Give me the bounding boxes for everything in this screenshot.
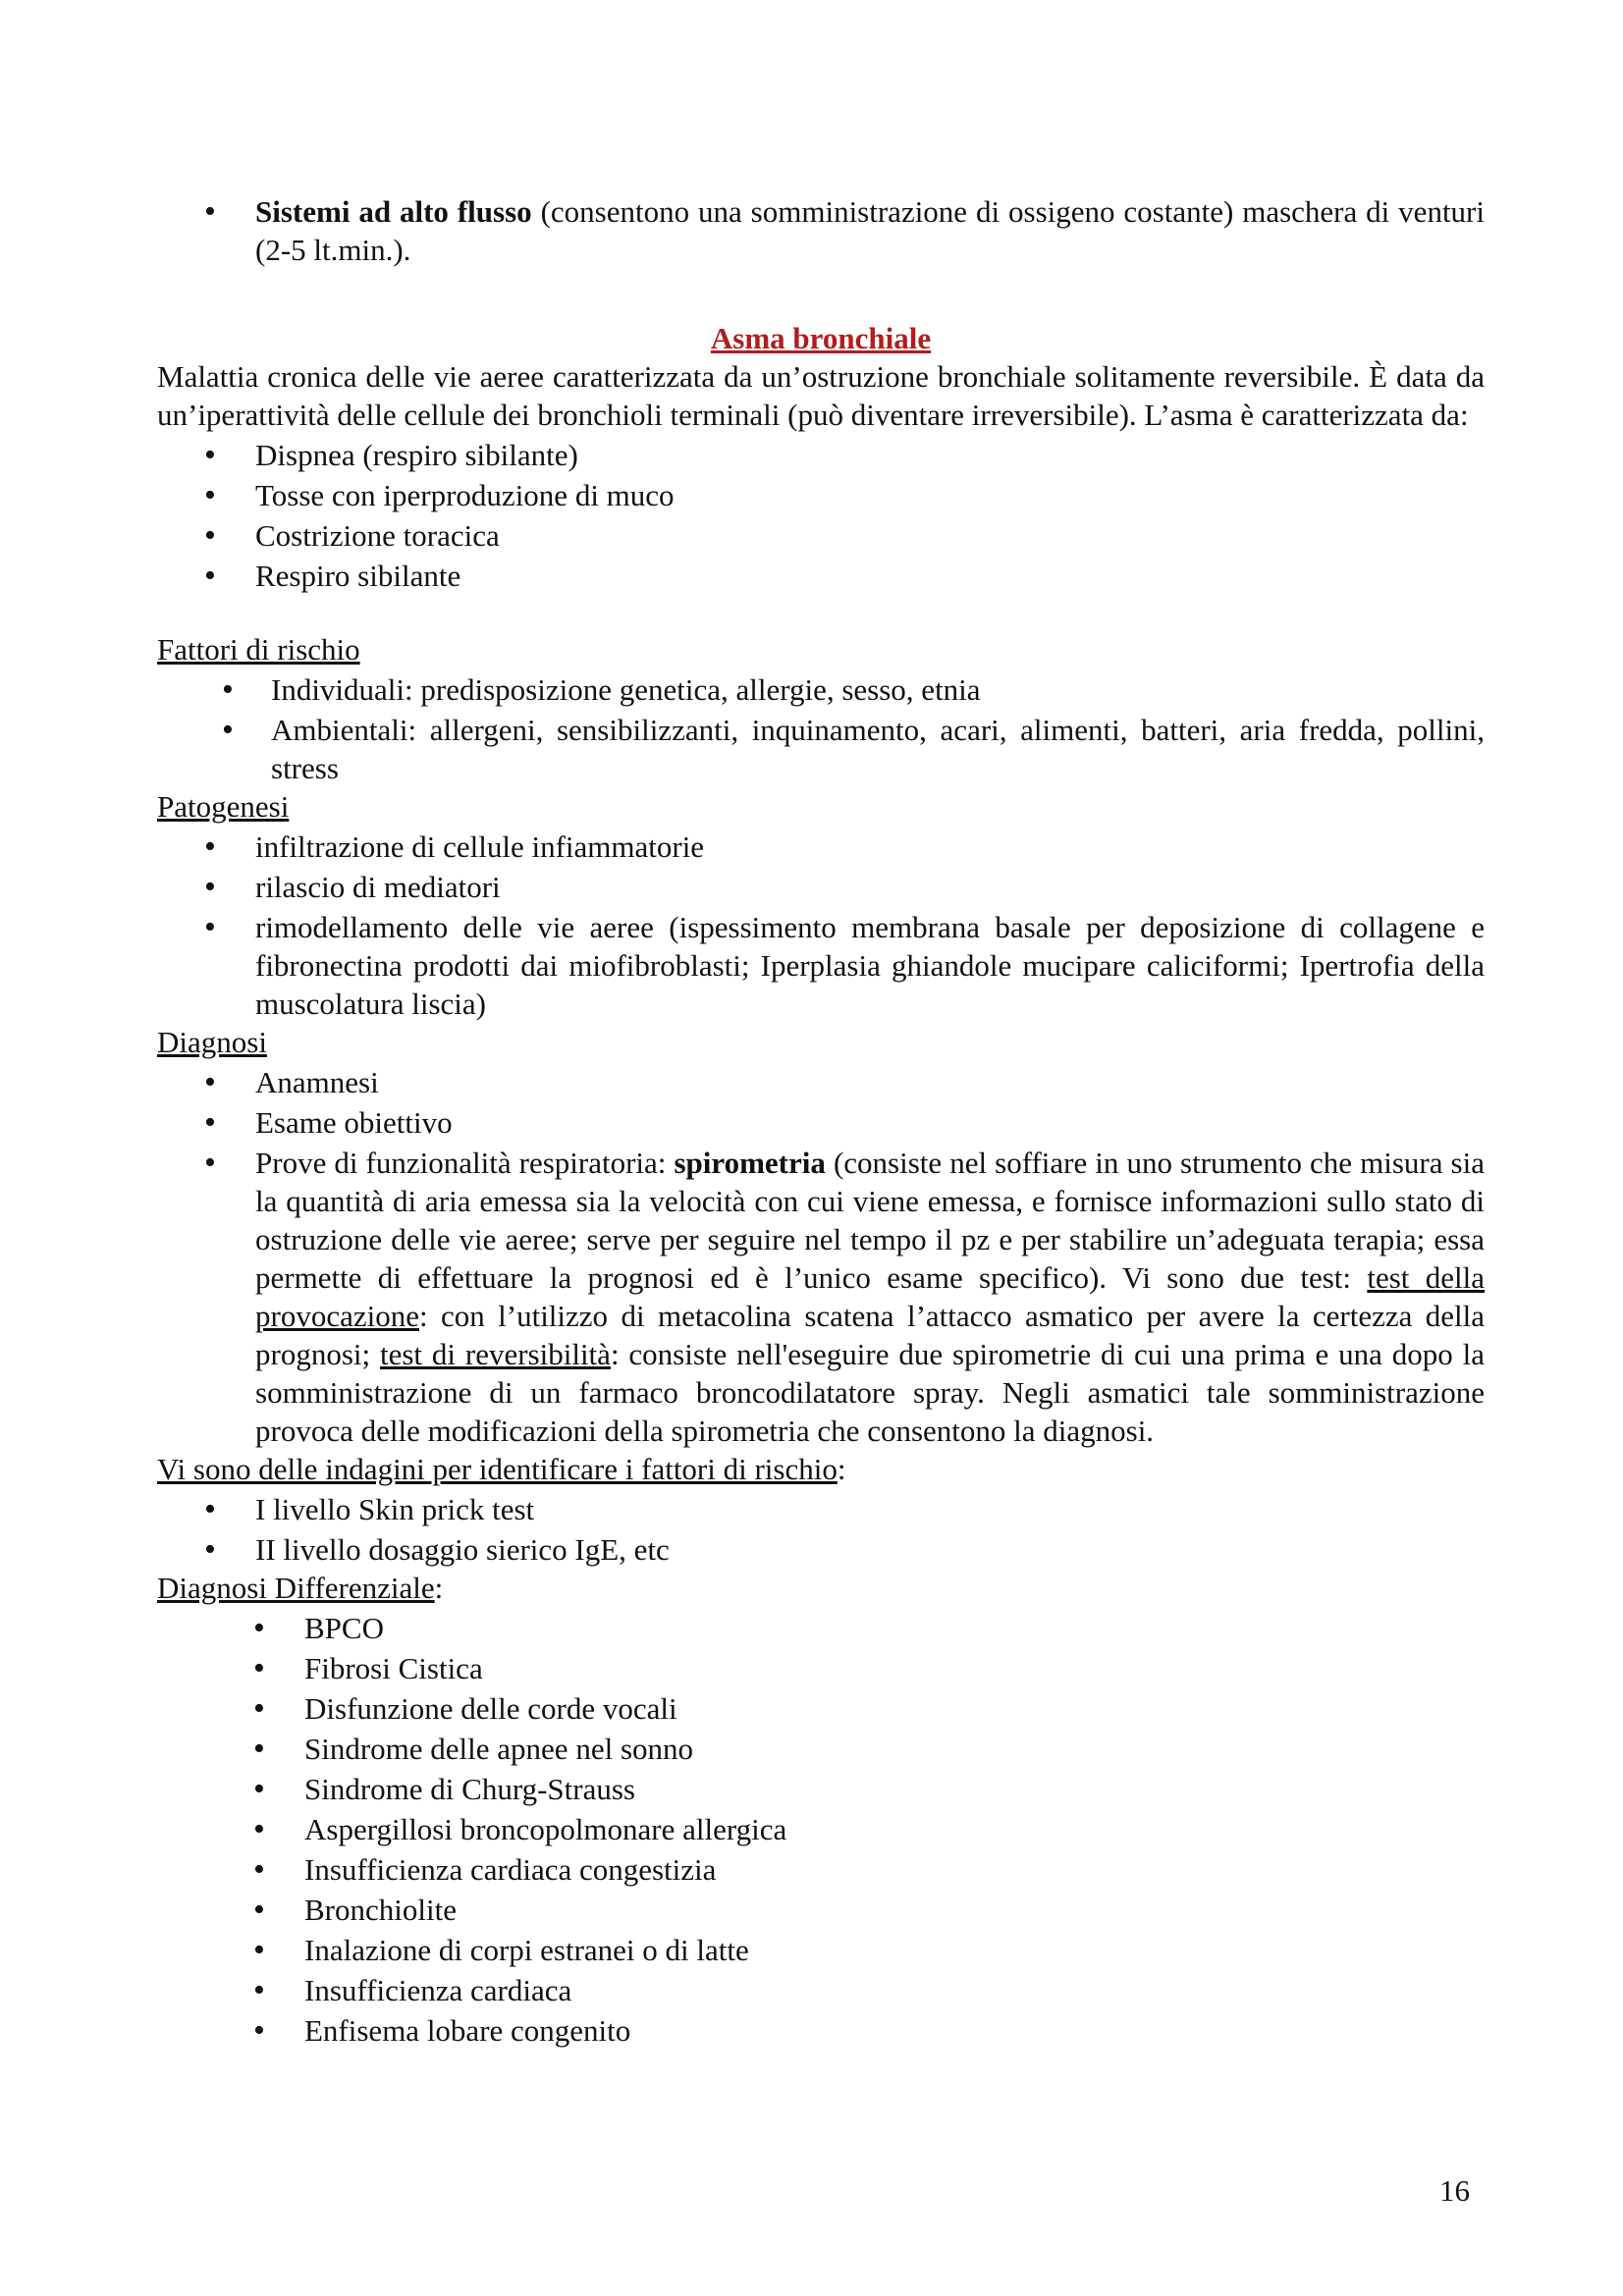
bold-term: spirometria [674, 1146, 826, 1180]
list-item: • BPCO [157, 1609, 1485, 1647]
investigations-list [157, 1490, 1485, 1569]
underlined-term: test della provocazione [255, 1260, 1486, 1333]
list-item: • Bronchiolite [157, 1891, 1485, 1929]
section-title-line [157, 319, 1485, 357]
list-item: • Fibrosi Cistica [157, 1649, 1485, 1687]
diagnosis-list [157, 1063, 1485, 1450]
list-item [157, 1144, 1485, 1450]
list-item-text: : con l’utilizzo di metacolina scatena l’attacco asmatico per avere la certezza della prognosi; [255, 1299, 1485, 1371]
list-item [157, 192, 1485, 269]
pathogenesis-heading-line [157, 787, 1485, 826]
list-item: • Insufficienza cardiaca congestizia [157, 1850, 1485, 1889]
diagnosis-heading: Diagnosi [157, 1025, 267, 1059]
list-item: • rilascio di mediatori [157, 868, 1485, 906]
investigations-heading: Vi sono delle indagini per identificare i fattori di rischio [157, 1452, 838, 1486]
differential-list [157, 1609, 1485, 2050]
heading-colon: : [434, 1571, 444, 1605]
list-item: • Disfunzione delle corde vocali [157, 1689, 1485, 1728]
list-item: • rimodellamento delle vie aeree (ispessimento membrana basale per deposizione di collagene e fibronectina prodotti dai miofibroblasti; Iperplasia ghiandole mucipare caliciformi; Ipertrofia della muscolatura liscia) [157, 908, 1485, 1023]
page-content [157, 192, 1485, 2050]
risk-factors-list [157, 670, 1485, 787]
intro-list [157, 192, 1485, 269]
list-item: • Ambientali: allergeni, sensibilizzanti, inquinamento, acari, alimenti, batteri, aria fredda, pollini, stress [157, 711, 1485, 787]
differential-heading: Diagnosi Differenziale [157, 1571, 435, 1605]
list-item: • Enfisema lobare congenito [157, 2011, 1485, 2050]
intro-paragraph: Malattia cronica delle vie aeree caratterizzata da un’ostruzione bronchiale solitamente reversibile. È data da un’iperattività delle cellule dei bronchioli terminali (può diventare irreversibile). L’asma è caratterizzata da: [157, 359, 1485, 432]
list-item: • Sindrome di Churg-Strauss [157, 1770, 1485, 1808]
list-item: • Dispnea (respiro sibilante) [157, 436, 1485, 474]
list-item-text: (consentono una somministrazione di ossigeno costante) maschera di venturi (2-5 lt.min.). [255, 194, 1485, 267]
list-item: • Sindrome delle apnee nel sonno [157, 1730, 1485, 1768]
pathogenesis-heading: Patogenesi [157, 789, 290, 824]
list-item: • Esame obiettivo [157, 1103, 1485, 1142]
list-item-text: Prove di funzionalità respiratoria: [255, 1146, 675, 1180]
list-item: • Tosse con iperproduzione di muco [157, 476, 1485, 514]
list-item-text: : consiste nell'eseguire due spirometrie di cui una prima e una dopo la somministrazione di un farmaco broncodilatatore spray. Negli asmatici tale somministrazione provoca delle modificazioni della spirometria che consentono la diagnosi. [255, 1337, 1486, 1448]
pathogenesis-list [157, 828, 1485, 1023]
list-item: • Individuali: predisposizione genetica, allergie, sesso, etnia [157, 670, 1485, 709]
investigations-heading-line [157, 1450, 1485, 1488]
list-item: • Costrizione toracica [157, 516, 1485, 555]
list-item: • I livello Skin prick test [157, 1490, 1485, 1528]
diagnosis-heading-line [157, 1023, 1485, 1061]
risk-factors-heading: Fattori di rischio [157, 632, 360, 667]
bold-term: Sistemi ad alto flusso [255, 194, 532, 229]
symptoms-list [157, 436, 1485, 595]
heading-colon: : [837, 1452, 846, 1486]
list-item: • Inalazione di corpi estranei o di latte [157, 1931, 1485, 1969]
page-number: 16 [1439, 2173, 1470, 2208]
list-item: • Insufficienza cardiaca [157, 1971, 1485, 2009]
list-item: • II livello dosaggio sierico IgE, etc [157, 1530, 1485, 1569]
list-item: • infiltrazione di cellule infiammatorie [157, 828, 1485, 866]
list-item: • Respiro sibilante [157, 557, 1485, 595]
list-item-text: (consiste nel soffiare in uno strumento che misura sia la quantità di aria emessa sia la velocità con cui viene emessa, e fornisce informazioni sullo stato di ostruzione delle vie aeree; serve per seguire nel tempo il pz e per stabilire un’adeguata terapia; essa permette di effettuare la prognosi ed è l’unico esame specifico). Vi sono due test: [255, 1146, 1485, 1295]
underlined-term: test di reversibilità [379, 1337, 611, 1371]
differential-heading-line [157, 1569, 1485, 1607]
section-title: Asma bronchiale [710, 321, 932, 355]
list-item: • Anamnesi [157, 1063, 1485, 1101]
list-item: • Aspergillosi broncopolmonare allergica [157, 1810, 1485, 1848]
risk-factors-heading-line [157, 630, 1485, 668]
